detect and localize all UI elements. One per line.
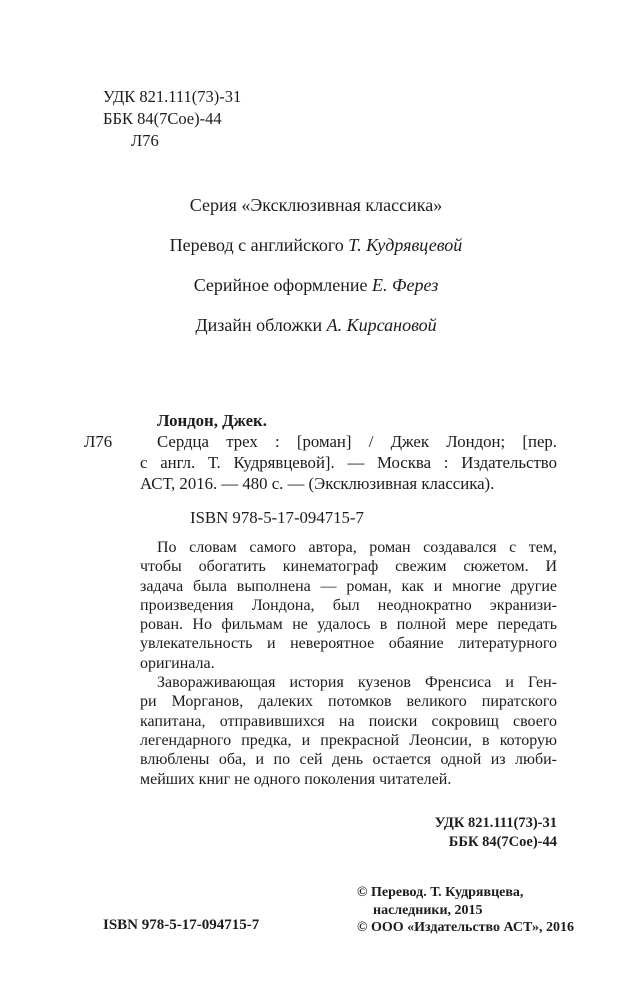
catalog-margin-code: Л76 bbox=[84, 432, 113, 451]
text-line: мейших книг не одного поколения читателей. bbox=[140, 770, 452, 788]
design-credit-prefix: Серийное оформление bbox=[193, 275, 373, 295]
text-line: Завораживающая история кузенов Френсиса и Ген- bbox=[157, 674, 557, 692]
cover-credit-prefix: Дизайн обложки bbox=[195, 315, 327, 335]
text-line: с англ. Т. Кудрявцевой]. — Москва : Издательство bbox=[140, 453, 557, 472]
bbk-code-right: ББК 84(7Сое)-44 bbox=[448, 833, 557, 850]
catalog-author: Лондон, Джек. bbox=[157, 411, 267, 430]
copyright-line-publisher: © ООО «Издательство АСТ», 2016 bbox=[357, 920, 575, 935]
annotation-block bbox=[140, 538, 557, 789]
right-catalog-codes bbox=[435, 814, 557, 851]
cover-artist-name: А. Кирсановой bbox=[326, 315, 437, 335]
top-catalog-codes bbox=[103, 86, 241, 152]
design-credit bbox=[0, 274, 632, 297]
text-line: По словам самого автора, роман создавался с тем, bbox=[157, 539, 557, 556]
udk-code-right: УДК 821.111(73)-31 bbox=[434, 815, 557, 831]
annotation-paragraph-1 bbox=[140, 538, 557, 673]
series-credits-block bbox=[0, 194, 632, 354]
cover-credit bbox=[0, 314, 632, 337]
annotation-paragraph-2 bbox=[140, 673, 557, 789]
series-title: Серия «Эксклюзивная классика» bbox=[189, 195, 443, 215]
bbk-code: ББК 84(7Сое)-44 bbox=[103, 109, 222, 128]
copyright-block bbox=[357, 884, 574, 937]
text-line: увлекательность и невероятное обаяние литературного bbox=[140, 635, 557, 653]
text-line: произведения Лондона, был неоднократно экранизи- bbox=[140, 596, 557, 614]
text-line: влюблены оба, и по сей день остается одной из люби- bbox=[140, 751, 557, 769]
text-line: легендарного предка, и прекрасной Леонсии, в которую bbox=[140, 731, 557, 749]
catalog-description bbox=[84, 431, 557, 494]
catalog-card bbox=[84, 410, 557, 494]
author-sign-code: Л76 bbox=[131, 131, 159, 150]
text-line: ри Морганов, далеких потомков великого пиратского bbox=[140, 693, 557, 711]
isbn-bottom-line: ISBN 978-5-17-094715-7 bbox=[103, 917, 260, 933]
copyright-line-heirs: наследники, 2015 bbox=[373, 902, 483, 918]
translation-credit-prefix: Перевод с английского bbox=[169, 235, 349, 255]
translation-credit bbox=[0, 234, 632, 257]
isbn-catalog-line: ISBN 978-5-17-094715-7 bbox=[190, 508, 364, 527]
translator-name: Т. Кудрявцевой bbox=[348, 235, 463, 255]
text-line: Сердца трех : [роман] / Джек Лондон; [пер. bbox=[157, 432, 557, 451]
copyright-line-translation: © Перевод. Т. Кудрявцева, bbox=[357, 885, 524, 900]
text-line: оригинала. bbox=[140, 654, 215, 672]
udk-code: УДК 821.111(73)-31 bbox=[103, 87, 242, 106]
text-line: капитана, отправившихся на поиски сокровищ своего bbox=[140, 712, 557, 730]
text-line: рован. Но фильмам не удалось в полной мере передать bbox=[140, 616, 557, 634]
designer-name: Е. Ферез bbox=[372, 275, 439, 295]
text-line: задача была выполнена — роман, как и многие другие bbox=[140, 577, 557, 595]
text-line: чтобы обогатить кинематограф свежим сюжетом. И bbox=[140, 558, 557, 576]
text-line: АСТ, 2016. — 480 с. — (Эксклюзивная классика). bbox=[140, 474, 495, 493]
